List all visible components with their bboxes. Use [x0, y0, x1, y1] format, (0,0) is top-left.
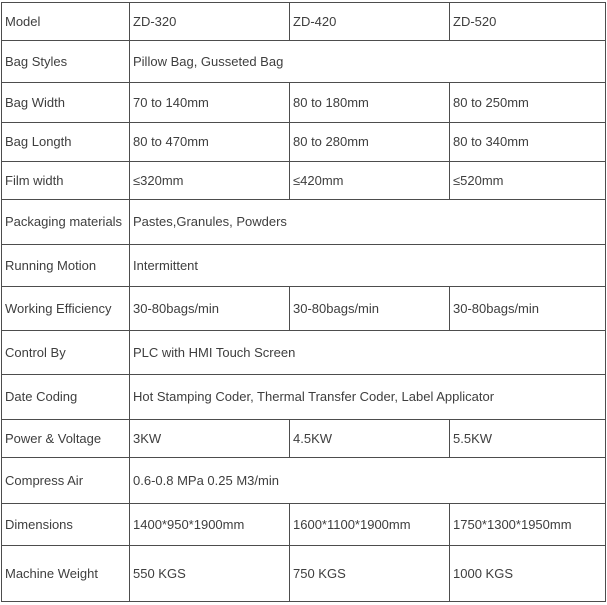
row-label: Running Motion: [2, 245, 130, 287]
row-label: Date Coding: [2, 375, 130, 420]
row-label: Bag Longth: [2, 123, 130, 162]
table-row-working-efficiency: [2, 287, 606, 331]
spec-value: 3KW: [130, 420, 290, 458]
table-row-compress-air: [2, 458, 606, 504]
spec-value: 80 to 340mm: [450, 123, 606, 162]
spec-value: 30-80bags/min: [450, 287, 606, 331]
spec-table: [1, 2, 606, 602]
table-row-bag-width: [2, 83, 606, 123]
row-label: Power & Voltage: [2, 420, 130, 458]
row-label: Machine Weight: [2, 546, 130, 602]
spec-value: Pastes,Granules, Powders: [130, 200, 606, 245]
row-label: Model: [2, 3, 130, 41]
table-row-bag-longth: [2, 123, 606, 162]
row-label: Working Efficiency: [2, 287, 130, 331]
row-label: Bag Width: [2, 83, 130, 123]
spec-value: 80 to 180mm: [290, 83, 450, 123]
spec-value: 1000 KGS: [450, 546, 606, 602]
table-row-control-by: [2, 331, 606, 375]
spec-value: 1750*1300*1950mm: [450, 504, 606, 546]
spec-value: 70 to 140mm: [130, 83, 290, 123]
table-row-model: [2, 3, 606, 41]
spec-value: 80 to 280mm: [290, 123, 450, 162]
spec-value: PLC with HMI Touch Screen: [130, 331, 606, 375]
spec-value: 30-80bags/min: [130, 287, 290, 331]
spec-value: 1400*950*1900mm: [130, 504, 290, 546]
spec-value: Pillow Bag, Gusseted Bag: [130, 41, 606, 83]
spec-value: 1600*1100*1900mm: [290, 504, 450, 546]
spec-value: Intermittent: [130, 245, 606, 287]
table-row-bag-styles: [2, 41, 606, 83]
spec-value: ≤520mm: [450, 162, 606, 200]
row-label: Compress Air: [2, 458, 130, 504]
table-row-power-voltage: [2, 420, 606, 458]
spec-value: 30-80bags/min: [290, 287, 450, 331]
spec-value: ≤320mm: [130, 162, 290, 200]
table-row-running-motion: [2, 245, 606, 287]
table-row-machine-weight: [2, 546, 606, 602]
spec-value: 80 to 250mm: [450, 83, 606, 123]
table-row-packaging-materials: [2, 200, 606, 245]
spec-value: ZD-420: [290, 3, 450, 41]
row-label: Bag Styles: [2, 41, 130, 83]
spec-value: 5.5KW: [450, 420, 606, 458]
spec-value: 750 KGS: [290, 546, 450, 602]
spec-value: 550 KGS: [130, 546, 290, 602]
row-label: Film width: [2, 162, 130, 200]
spec-value: 0.6-0.8 MPa 0.25 M3/min: [130, 458, 606, 504]
spec-value: 4.5KW: [290, 420, 450, 458]
table-row-film-width: [2, 162, 606, 200]
spec-value: Hot Stamping Coder, Thermal Transfer Coder, Label Applicator: [130, 375, 606, 420]
row-label: Dimensions: [2, 504, 130, 546]
spec-value: ZD-520: [450, 3, 606, 41]
table-row-date-coding: [2, 375, 606, 420]
table-row-dimensions: [2, 504, 606, 546]
spec-value: ≤420mm: [290, 162, 450, 200]
spec-value: ZD-320: [130, 3, 290, 41]
row-label: Control By: [2, 331, 130, 375]
spec-value: 80 to 470mm: [130, 123, 290, 162]
row-label: Packaging materials: [2, 200, 130, 245]
